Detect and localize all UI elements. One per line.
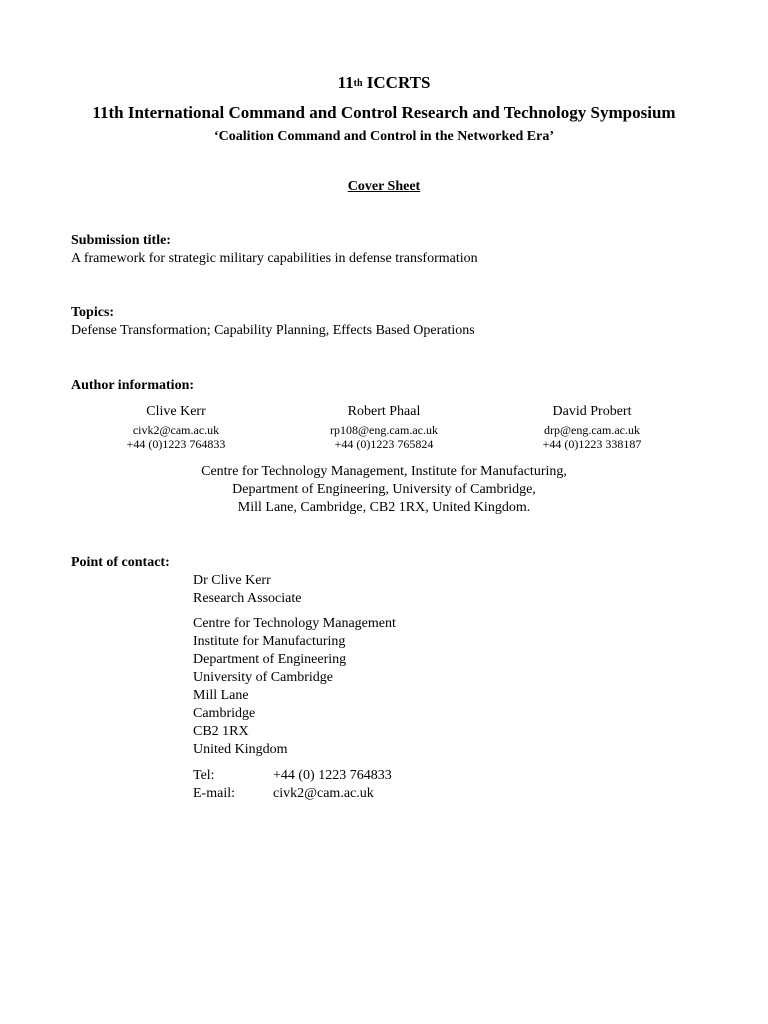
author-name: Robert Phaal xyxy=(347,404,421,419)
affiliation-line: Department of Engineering, University of Cambridge, xyxy=(232,482,536,497)
edition-suffix: th xyxy=(353,78,363,89)
contact-person xyxy=(193,572,301,608)
conference-acronym: ICCRTS xyxy=(366,73,431,92)
affiliation-line: Mill Lane, Cambridge, CB2 1RX, United Kingdom. xyxy=(237,500,531,515)
address-line: Cambridge xyxy=(193,706,256,721)
address-line: Department of Engineering xyxy=(193,652,347,667)
address-line: Centre for Technology Management xyxy=(193,616,396,631)
conference-full-title: 11th International Command and Control Research and Technology Symposium xyxy=(92,103,676,122)
address-line: United Kingdom xyxy=(193,742,288,757)
author-entry xyxy=(76,403,276,451)
contact-email: civk2@cam.ac.uk xyxy=(273,786,374,801)
submission-title-text: A framework for strategic military capabilities in defense transformation xyxy=(71,251,478,266)
address-line: Mill Lane xyxy=(193,688,249,703)
contact-name: Dr Clive Kerr xyxy=(193,573,271,588)
author-information-label: Author information: xyxy=(71,378,195,393)
contact-phone-row xyxy=(193,768,392,784)
contact-email-row xyxy=(193,786,374,802)
author-email: rp108@eng.cam.ac.uk xyxy=(329,423,438,437)
address-line: Institute for Manufacturing xyxy=(193,634,346,649)
author-phone: +44 (0)1223 338187 xyxy=(542,437,642,451)
author-entry xyxy=(492,403,692,451)
topics-text: Defense Transformation; Capability Planning, Effects Based Operations xyxy=(71,323,475,338)
contact-role: Research Associate xyxy=(193,591,302,606)
edition-number: 11 xyxy=(337,73,354,92)
email-label: E-mail: xyxy=(193,786,235,801)
author-phone: +44 (0)1223 764833 xyxy=(126,437,226,451)
conference-theme: ‘Coalition Command and Control in the Networked Era’ xyxy=(213,129,555,144)
author-email: civk2@cam.ac.uk xyxy=(132,423,220,437)
author-name: Clive Kerr xyxy=(146,404,206,419)
phone-label: Tel: xyxy=(193,768,215,783)
submission-title-label: Submission title: xyxy=(71,233,171,248)
address-line: University of Cambridge xyxy=(193,670,333,685)
topics-label: Topics: xyxy=(71,305,115,320)
author-email: drp@eng.cam.ac.uk xyxy=(543,423,640,437)
point-of-contact-label: Point of contact: xyxy=(71,555,170,570)
author-entry xyxy=(284,403,484,451)
cover-sheet-heading: Cover Sheet xyxy=(347,179,421,194)
contact-phone: +44 (0) 1223 764833 xyxy=(273,768,392,783)
conference-short-title xyxy=(0,73,768,93)
address-line: CB2 1RX xyxy=(193,724,249,739)
author-phone: +44 (0)1223 765824 xyxy=(334,437,434,451)
contact-address xyxy=(193,615,396,759)
author-name: David Probert xyxy=(552,404,632,419)
author-affiliation xyxy=(0,463,768,517)
affiliation-line: Centre for Technology Management, Institute for Manufacturing, xyxy=(201,464,567,479)
